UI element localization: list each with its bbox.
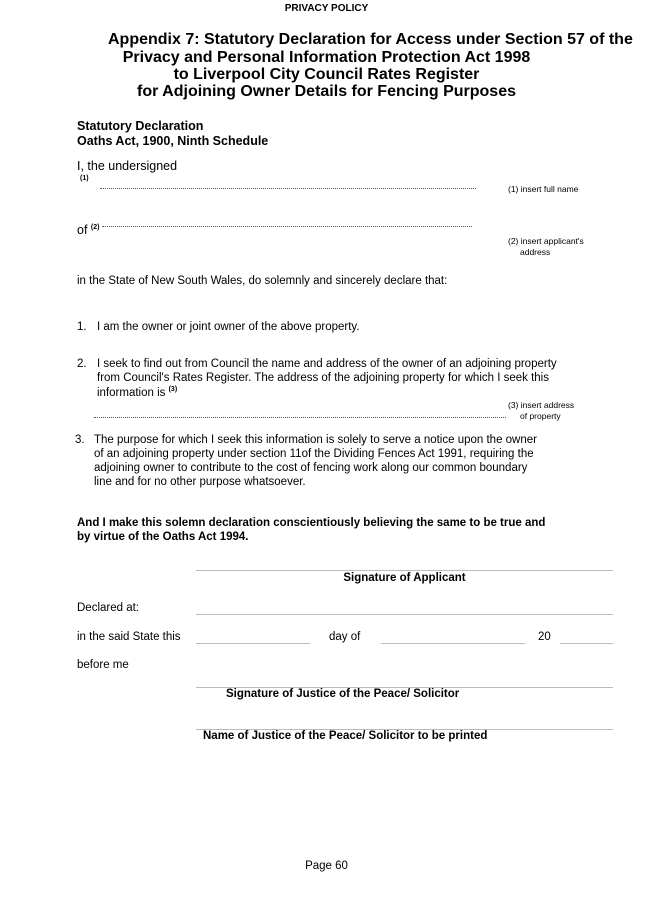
declaration-heading-line-1: Statutory Declaration xyxy=(77,119,204,133)
item-2-number: 2. xyxy=(77,358,87,370)
jp-signature-label: Signature of Justice of the Peace/ Solicitor xyxy=(226,688,460,700)
address-note-line-1: (2) insert applicant's xyxy=(508,236,584,246)
undersigned-label: I, the undersigned xyxy=(77,159,178,173)
item-2-line-3-text: information is xyxy=(97,387,166,399)
year-field[interactable] xyxy=(560,643,613,644)
item-2-line-3 xyxy=(97,386,177,401)
item-2-line-1: I seek to find out from Council the name and address of the owner of an adjoining property xyxy=(97,358,557,370)
month-field[interactable] xyxy=(381,643,525,644)
item-1-number: 1. xyxy=(77,321,87,333)
jp-name-label: Name of Justice of the Peace/ Solicitor to be printed xyxy=(203,730,488,742)
day-field[interactable] xyxy=(196,643,310,644)
address-label xyxy=(77,223,99,237)
item-1-text: I am the owner or joint owner of the above property. xyxy=(97,321,360,333)
address-ref: (2) xyxy=(90,223,100,231)
page-number: Page 60 xyxy=(305,860,348,872)
solemn-line-2: by virtue of the Oaths Act 1994. xyxy=(77,531,249,543)
day-of-label: day of xyxy=(329,631,361,643)
declared-at-field[interactable] xyxy=(196,614,613,615)
item-3-line-2: of an adjoining property under section 11of the Dividing Fences Act 1991, requiring the xyxy=(94,448,534,460)
undersigned-ref: (1) xyxy=(80,175,89,182)
declared-at-label: Declared at: xyxy=(77,602,140,614)
title-line-4: for Adjoining Owner Details for Fencing Purposes xyxy=(137,83,516,100)
item-2-line-2: from Council's Rates Register. The address of the adjoining property for which I seek this xyxy=(97,372,549,384)
property-address-field[interactable] xyxy=(94,417,506,418)
address-note-line-2: address xyxy=(520,247,551,257)
declaration-heading-line-2: Oaths Act, 1900, Ninth Schedule xyxy=(77,134,269,148)
item-3-number: 3. xyxy=(75,434,85,446)
declare-text: in the State of New South Wales, do solemnly and sincerely declare that: xyxy=(77,275,448,287)
item-2-note-line-1: (3) insert address xyxy=(508,400,575,410)
full-name-field[interactable] xyxy=(100,188,476,189)
title-line-3: to Liverpool City Council Rates Register xyxy=(173,66,480,83)
title-line-2: Privacy and Personal Information Protection Act 1998 xyxy=(122,49,531,66)
item-3-line-1: The purpose for which I seek this information is solely to serve a notice upon the owner xyxy=(94,434,537,446)
state-this-label: in the said State this xyxy=(77,631,181,643)
page-header: PRIVACY POLICY xyxy=(284,3,369,14)
address-label-text: of xyxy=(77,223,88,237)
item-3-line-3: adjoining owner to contribute to the cost of fencing work along our common boundary xyxy=(94,462,528,474)
item-2-note-line-2: of property xyxy=(520,411,561,421)
solemn-line-1: And I make this solemn declaration conscientiously believing the same to be true and xyxy=(77,517,546,529)
address-field[interactable] xyxy=(102,226,472,227)
applicant-signature-line[interactable] xyxy=(196,570,613,571)
year-prefix: 20 xyxy=(538,631,551,643)
undersigned-note: (1) insert full name xyxy=(508,184,579,194)
item-3-line-4: line and for no other purpose whatsoever. xyxy=(94,476,306,488)
item-2-ref: (3) xyxy=(168,386,178,394)
before-me-label: before me xyxy=(77,659,129,671)
applicant-signature-label: Signature of Applicant xyxy=(343,572,466,584)
title-line-1: Appendix 7: Statutory Declaration for Access under Section 57 of the xyxy=(108,31,633,48)
